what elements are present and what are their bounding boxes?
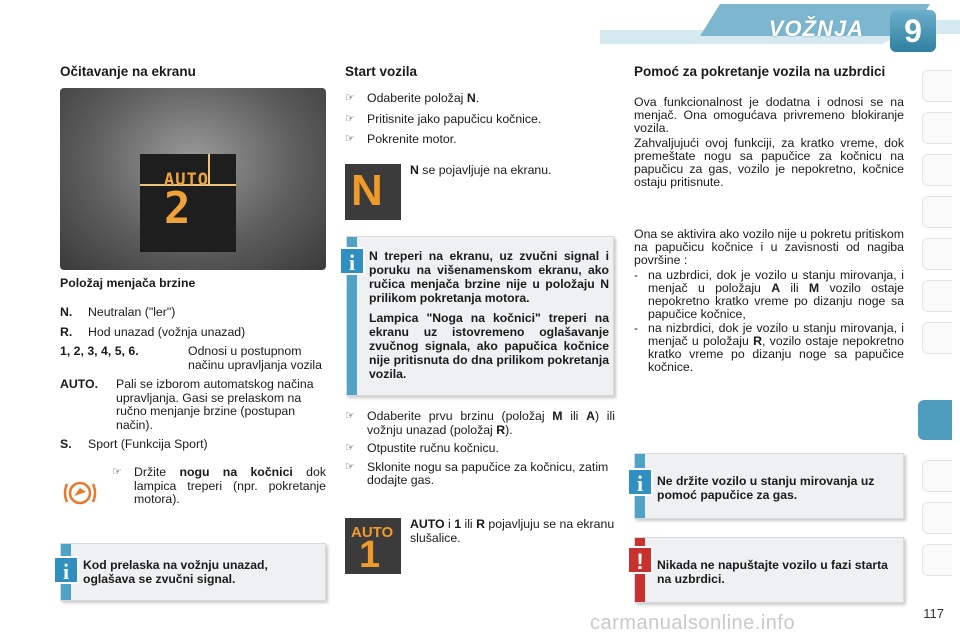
- step-item: [345, 461, 615, 488]
- step-text: Pokrenite motor.: [367, 132, 457, 146]
- auto-display-text: [410, 518, 615, 545]
- info-box-n-blinking: [346, 236, 614, 396]
- step-text: ) ili vožnju unazad (položaj: [367, 409, 615, 437]
- display-auto-readout: [164, 170, 209, 234]
- gear-item-auto: [60, 378, 330, 432]
- hand-pointer-icon: ☞: [345, 133, 355, 145]
- hand-pointer-icon: ☞: [345, 460, 355, 473]
- display-reading-title: Očitavanje na ekranu: [60, 64, 196, 79]
- side-tab[interactable]: [922, 502, 952, 534]
- info-box-reverse: [60, 543, 326, 601]
- auto-text: ili: [461, 517, 477, 531]
- gear-desc: Neutralan ("ler"): [88, 305, 176, 319]
- display-gear-number: 2: [164, 183, 192, 234]
- n-text-bold: N: [410, 163, 419, 177]
- side-tab[interactable]: [922, 70, 952, 102]
- condition-bold: M: [808, 281, 820, 295]
- gear-item-numbers: [60, 345, 330, 372]
- auto-text: i: [444, 517, 455, 531]
- step-bold: R: [496, 422, 506, 437]
- condition-text: ili: [780, 281, 809, 295]
- condition-bold: A: [771, 281, 781, 295]
- chapter-title: VOŽNJA: [768, 16, 864, 41]
- brake-text-bold: nogu na kočnici: [179, 465, 293, 479]
- brake-text-pre: Držite: [134, 465, 180, 479]
- page-number: 117: [923, 606, 944, 621]
- condition-uphill: [634, 269, 904, 321]
- n-display-letter: N: [351, 166, 383, 215]
- info-box-p2-text: treperi na ekranu uz istovremeno oglašavanje zvučnog signala, ako papučica kočnice nije pritisnuta do dna prilikom pokretanja vozila.: [369, 311, 609, 381]
- side-tab[interactable]: [922, 154, 952, 186]
- step-text: Odaberite položaj: [367, 91, 467, 105]
- side-tab[interactable]: [922, 280, 952, 312]
- brake-text-post: dok lampica treperi (npr. pokretanje motora).: [134, 465, 327, 506]
- gear-item-s: [60, 438, 330, 452]
- gear-key: AUTO.: [60, 377, 99, 391]
- condition-bold: R: [753, 334, 762, 348]
- auto-text-bold: AUTO: [410, 517, 445, 531]
- gear-desc: Odnosi u postupnom načinu upravljanja vozila: [188, 344, 322, 372]
- chapter-number-badge: 9: [890, 10, 936, 52]
- side-tab[interactable]: [922, 544, 952, 576]
- info-icon: i: [53, 556, 79, 584]
- hill-start-activation: Ona se aktivira ako vozilo nije u pokretu pritiskom na papučicu kočnice i u zavisnosti od nagiba površine :: [634, 227, 904, 267]
- info-icon: i: [627, 468, 653, 496]
- hill-start-conditions: [634, 269, 904, 374]
- info-box-p2: [369, 311, 609, 381]
- side-tab[interactable]: [922, 460, 952, 492]
- start-steps: [345, 92, 615, 151]
- step-item: [345, 410, 615, 437]
- auto-tile-label: AUTO: [351, 524, 394, 541]
- step-item: [345, 113, 615, 127]
- gear-item-r: [60, 326, 330, 340]
- gear-key: S.: [60, 437, 72, 451]
- gear-desc: Hod unazad (vožnja unazad): [88, 324, 246, 339]
- start-steps-2: [345, 410, 615, 492]
- brake-warning-icon: [62, 478, 98, 508]
- hand-pointer-icon: ☞: [345, 410, 355, 422]
- n-display-text: [410, 164, 552, 178]
- hand-pointer-icon: ☞: [112, 466, 122, 478]
- gear-key: N.: [60, 305, 73, 319]
- brake-instruction: [112, 466, 326, 507]
- auto-text: pojavljuju se na ekranu slušalice.: [410, 517, 615, 545]
- condition-downhill: [634, 322, 904, 374]
- step-bold: A: [586, 409, 595, 423]
- hill-start-intro: Ova funkcionalnost je dodatna i odnosi se na menjač. Ona omogućava privremeno blokiranje vozila.: [634, 95, 904, 135]
- n-text: se pojavljuje na ekranu.: [418, 163, 552, 177]
- step-bold: N: [466, 91, 476, 105]
- step-bold: M: [552, 409, 563, 423]
- info-box-p1: N treperi na ekranu, uz zvučni signal i poruku na višenamenskom ekranu, ako ručica menjača brzine nije u položaju N prilikom pokretanja motora.: [369, 249, 609, 305]
- step-item: [345, 442, 615, 456]
- display-auto-label: AUTO: [164, 170, 209, 190]
- instrument-display-photo: [60, 88, 326, 270]
- step-text: Pritisnite jako papučicu kočnice.: [367, 111, 542, 126]
- condition-text: , vozilo ostaje nepokretno kratko vreme po dizanju noge sa papučice kočnice.: [648, 334, 904, 374]
- warning-box-hill-start: [634, 537, 904, 603]
- step-text: Odaberite prvu brzinu (položaj: [367, 409, 553, 423]
- auto-tile-number: 1: [359, 534, 381, 576]
- side-tab-active[interactable]: [918, 400, 952, 440]
- warning-icon: !: [627, 546, 653, 574]
- watermark: carmanualsonline.info: [590, 612, 796, 634]
- side-tab[interactable]: [922, 196, 952, 228]
- info-box-text: [369, 249, 609, 381]
- auto-text-bold: R: [476, 517, 485, 531]
- hill-start-description: Zahvaljujući ovoj funkciji, za kratko vreme, dok premeštate nogu sa papučice za kočnicu na papučicu za gas, vozilo je nepokretno, kočnice ostaju pritisnute.: [634, 136, 904, 189]
- step-text: ili: [562, 409, 587, 423]
- info-box-text: Ne držite vozilo u stanju mirovanja uz pomoć papučice za gas.: [657, 474, 875, 502]
- step-text: ).: [505, 422, 513, 437]
- step-text: Sklonite nogu sa papučice za kočnicu, zatim dodajte gas.: [367, 459, 609, 487]
- hill-start-title: Pomoć za pokretanje vozila na uzbrdici: [634, 64, 886, 79]
- gear-desc: Pali se izborom automatskog načina upravljanja. Gasi se prelaskom na ručno menjanje brzine (postupan način).: [116, 377, 314, 432]
- auto-1-display-tile: [345, 518, 401, 574]
- step-item: [345, 92, 615, 106]
- gear-item-n: [60, 306, 330, 320]
- gear-list: [60, 306, 330, 452]
- warning-box-text: Nikada ne napuštajte vozilo u fazi starta na uzbrdici.: [657, 558, 888, 586]
- condition-text: na nizbrdici, dok je vozilo u stanju mirovanja, i menjač u položaju: [648, 321, 904, 348]
- gear-key: 1, 2, 3, 4, 5, 6.: [60, 344, 139, 358]
- hand-pointer-icon: ☞: [345, 112, 355, 125]
- hand-pointer-icon: ☞: [345, 92, 355, 104]
- chapter-side-tabs: [920, 70, 952, 570]
- info-icon: i: [339, 247, 365, 275]
- start-vehicle-title: Start vozila: [345, 64, 418, 79]
- step-post: .: [475, 91, 480, 105]
- auto-text-bold: 1: [454, 517, 462, 531]
- side-tab[interactable]: [922, 322, 952, 354]
- info-box-text: Kod prelaska na vožnju unazad, oglašava se zvučni signal.: [83, 558, 268, 586]
- info-box-accelerator: [634, 453, 904, 519]
- info-box-p2-bold: Lampica "Noga na kočnici": [369, 311, 541, 325]
- side-tab[interactable]: [922, 112, 952, 144]
- n-display-tile: [345, 164, 401, 220]
- gear-desc: Sport (Funkcija Sport): [88, 437, 208, 451]
- condition-text: vozilo ostaje nepokretno kratko vreme po dizanju noge sa papučice kočnice,: [648, 281, 904, 321]
- hand-pointer-icon: ☞: [345, 442, 355, 454]
- gear-key: R.: [60, 324, 73, 339]
- step-text: Otpustite ručnu kočnicu.: [367, 441, 499, 455]
- gear-position-subtitle: Položaj menjača brzine: [60, 276, 196, 290]
- condition-text: na uzbrdici, dok je vozilo u stanju mirovanja, i menjač u položaju: [648, 268, 904, 295]
- step-item: [345, 133, 615, 147]
- side-tab[interactable]: [922, 238, 952, 270]
